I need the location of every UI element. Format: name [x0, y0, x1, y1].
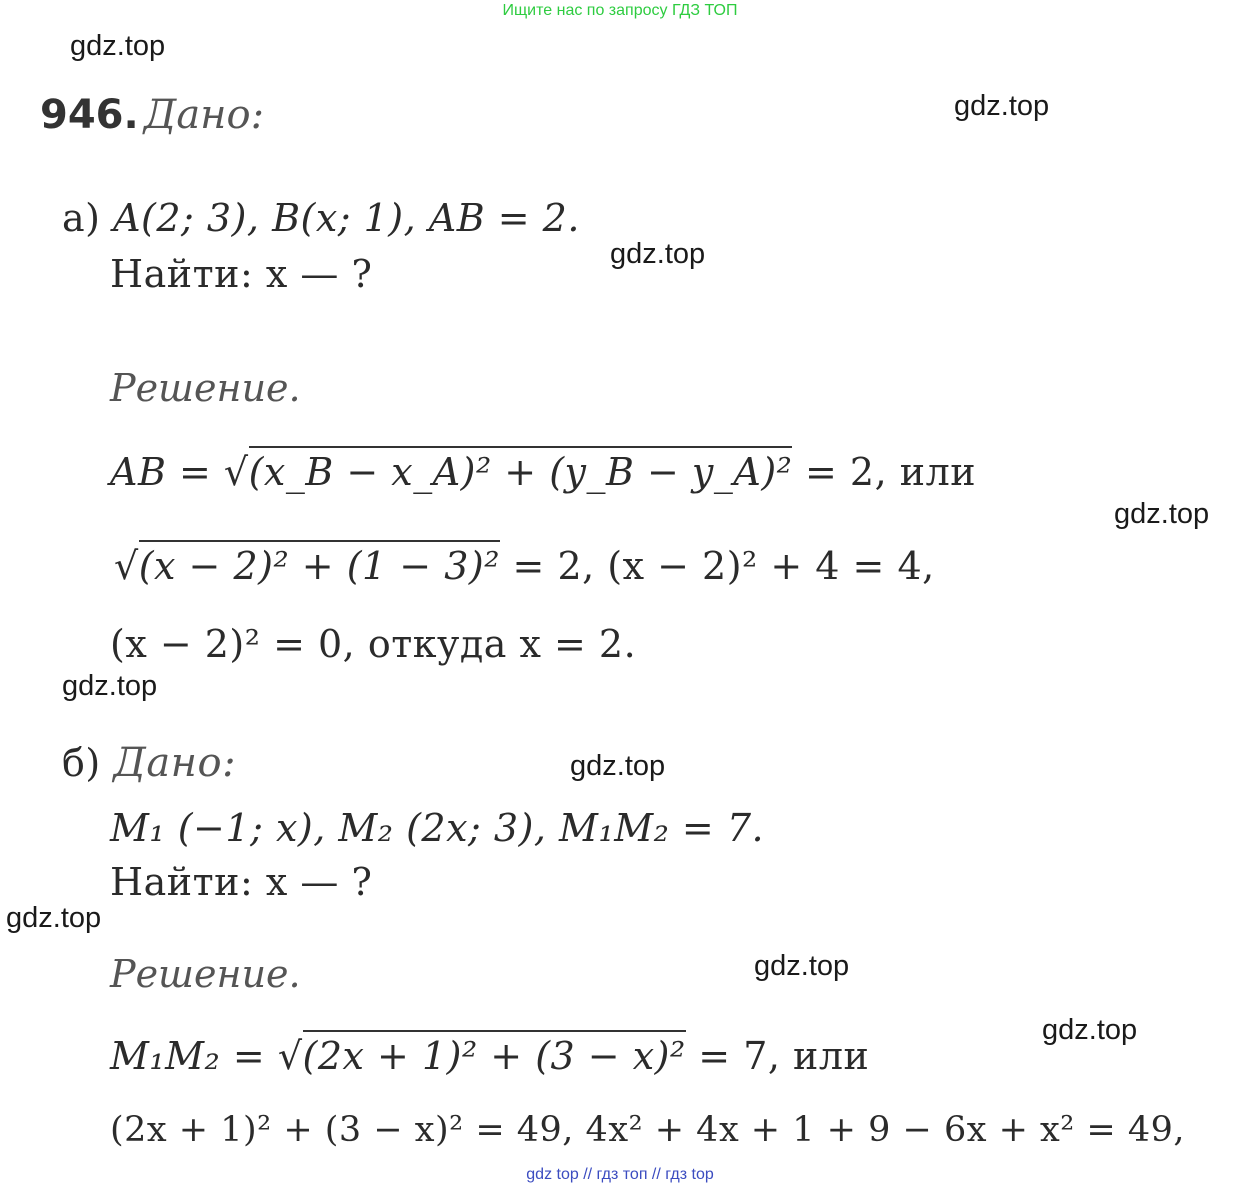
part-a-label: а)	[62, 196, 101, 240]
part-b-given: M₁ (−1; x), M₂ (2x; 3), M₁M₂ = 7.	[110, 806, 765, 850]
part-a-substitution-line	[114, 540, 935, 588]
watermark: gdz.top	[62, 670, 158, 702]
part-a-line1-radicand: (x_B − x_A)² + (y_B − y_A)²	[249, 446, 793, 494]
task-number: 946.	[40, 92, 139, 138]
part-b-expansion: (2x + 1)² + (3 − x)² = 49, 4x² + 4x + 1 + 9 − 6x + x² = 49,	[110, 1110, 1186, 1150]
part-a-solution-label: Решение.	[110, 366, 301, 410]
part-b-formula-line	[110, 1030, 869, 1078]
part-a-line2-right: = 2, (x − 2)² + 4 = 4,	[512, 544, 935, 588]
part-b-line1-radicand: (2x + 1)² + (3 − x)²	[303, 1030, 686, 1078]
watermark: gdz.top	[570, 750, 666, 782]
watermark: gdz.top	[954, 90, 1050, 122]
task-header	[40, 92, 264, 138]
search-banner[interactable]: Ищите нас по запросу ГДЗ ТОП	[502, 2, 738, 19]
part-a-line1-right: = 2, или	[805, 450, 977, 494]
watermark: gdz.top	[1114, 498, 1210, 530]
part-b-label: б)	[62, 741, 101, 785]
part-a-formula-line	[110, 446, 976, 494]
sqrt-sign: √	[277, 1034, 303, 1078]
part-b-solution-label: Решение.	[110, 952, 301, 996]
footer-links[interactable]: gdz top // гдз топ // гдз top	[526, 1166, 714, 1183]
watermark: gdz.top	[1042, 1014, 1138, 1046]
part-a-line1-left: AB =	[110, 450, 212, 494]
part-a-given-text: A(2; 3), B(x; 1), AB = 2.	[113, 196, 580, 240]
part-b-line1-left: M₁M₂ =	[110, 1034, 266, 1078]
part-b-line1-right: = 7, или	[698, 1034, 870, 1078]
watermark: gdz.top	[6, 902, 102, 934]
part-b-header	[62, 740, 236, 786]
part-a-line2-radicand: (x − 2)² + (1 − 3)²	[139, 540, 500, 588]
sqrt-sign: √	[114, 544, 139, 588]
part-b-find: Найти: x — ?	[110, 860, 373, 904]
part-b-given-label: Дано:	[113, 740, 237, 786]
part-a-given	[62, 196, 580, 240]
given-label: Дано:	[143, 92, 265, 138]
watermark: gdz.top	[70, 30, 166, 62]
part-a-result: (x − 2)² = 0, откуда x = 2.	[110, 622, 637, 666]
watermark: gdz.top	[610, 238, 706, 270]
watermark: gdz.top	[754, 950, 850, 982]
part-a-find: Найти: x — ?	[110, 252, 373, 296]
sqrt-sign: √	[223, 450, 249, 494]
